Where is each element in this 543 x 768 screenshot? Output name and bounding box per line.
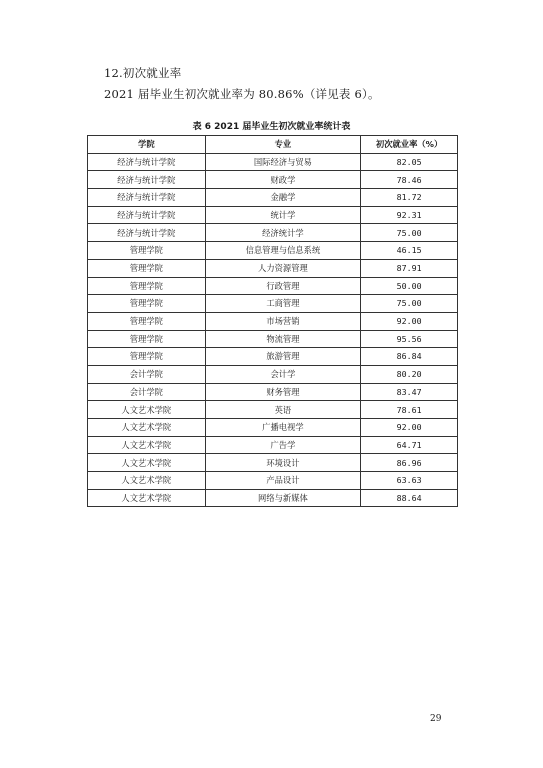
table-header-row [88,136,458,154]
cell-rate: 63.63 [361,472,458,490]
cell-major: 市场营销 [205,312,361,330]
table-row [88,330,458,348]
cell-rate: 92.00 [361,312,458,330]
cell-rate: 46.15 [361,242,458,260]
cell-college: 会计学院 [88,365,206,383]
cell-college: 人文艺术学院 [88,436,206,454]
cell-major: 国际经济与贸易 [205,153,361,171]
cell-major: 英语 [205,401,361,419]
employment-rate-table [87,135,458,507]
cell-major: 会计学 [205,365,361,383]
cell-college: 管理学院 [88,277,206,295]
cell-major: 工商管理 [205,295,361,313]
section-heading: 12.初次就业率 [104,66,182,80]
cell-rate: 78.46 [361,171,458,189]
cell-major: 网络与新媒体 [205,489,361,507]
table-row [88,312,458,330]
table-row [88,401,458,419]
table-row [88,436,458,454]
cell-college: 经济与统计学院 [88,171,206,189]
cell-major: 广播电视学 [205,419,361,437]
cell-rate: 95.56 [361,330,458,348]
cell-college: 管理学院 [88,312,206,330]
table-row [88,472,458,490]
cell-rate: 80.20 [361,365,458,383]
cell-rate: 50.00 [361,277,458,295]
cell-major: 环境设计 [205,454,361,472]
table-caption: 表 6 2021 届毕业生初次就业率统计表 [192,122,351,132]
cell-rate: 92.31 [361,206,458,224]
cell-rate: 83.47 [361,383,458,401]
table-row [88,206,458,224]
cell-major: 信息管理与信息系统 [205,242,361,260]
header-major: 专业 [205,136,361,154]
table-row [88,277,458,295]
cell-major: 人力资源管理 [205,259,361,277]
cell-major: 物流管理 [205,330,361,348]
table-row [88,348,458,366]
cell-major: 产品设计 [205,472,361,490]
cell-rate: 81.72 [361,189,458,207]
cell-college: 人文艺术学院 [88,401,206,419]
cell-major: 统计学 [205,206,361,224]
table-row [88,365,458,383]
cell-college: 管理学院 [88,330,206,348]
cell-college: 管理学院 [88,295,206,313]
table-row [88,189,458,207]
cell-rate: 87.91 [361,259,458,277]
cell-major: 财务管理 [205,383,361,401]
cell-major: 财政学 [205,171,361,189]
cell-major: 行政管理 [205,277,361,295]
cell-rate: 88.64 [361,489,458,507]
cell-college: 经济与统计学院 [88,153,206,171]
cell-college: 管理学院 [88,348,206,366]
cell-college: 经济与统计学院 [88,224,206,242]
table-row [88,242,458,260]
table-row [88,259,458,277]
cell-college: 经济与统计学院 [88,206,206,224]
header-rate: 初次就业率（%） [361,136,458,154]
header-college: 学院 [88,136,206,154]
cell-major: 金融学 [205,189,361,207]
cell-college: 人文艺术学院 [88,454,206,472]
table-row [88,419,458,437]
cell-college: 经济与统计学院 [88,189,206,207]
table-row [88,153,458,171]
page-number: 29 [430,714,442,724]
cell-college: 人文艺术学院 [88,419,206,437]
table-row [88,383,458,401]
cell-rate: 86.84 [361,348,458,366]
table-row [88,489,458,507]
cell-rate: 82.05 [361,153,458,171]
cell-college: 人文艺术学院 [88,472,206,490]
cell-college: 会计学院 [88,383,206,401]
cell-major: 旅游管理 [205,348,361,366]
cell-college: 人文艺术学院 [88,489,206,507]
table-row [88,454,458,472]
cell-college: 管理学院 [88,242,206,260]
cell-rate: 86.96 [361,454,458,472]
intro-paragraph: 2021 届毕业生初次就业率为 80.86%（详见表 6）。 [104,87,380,101]
cell-rate: 92.00 [361,419,458,437]
cell-rate: 75.00 [361,295,458,313]
table-row [88,295,458,313]
cell-rate: 75.00 [361,224,458,242]
cell-rate: 64.71 [361,436,458,454]
table-row [88,224,458,242]
cell-college: 管理学院 [88,259,206,277]
cell-major: 经济统计学 [205,224,361,242]
cell-major: 广告学 [205,436,361,454]
cell-rate: 78.61 [361,401,458,419]
table-row [88,171,458,189]
